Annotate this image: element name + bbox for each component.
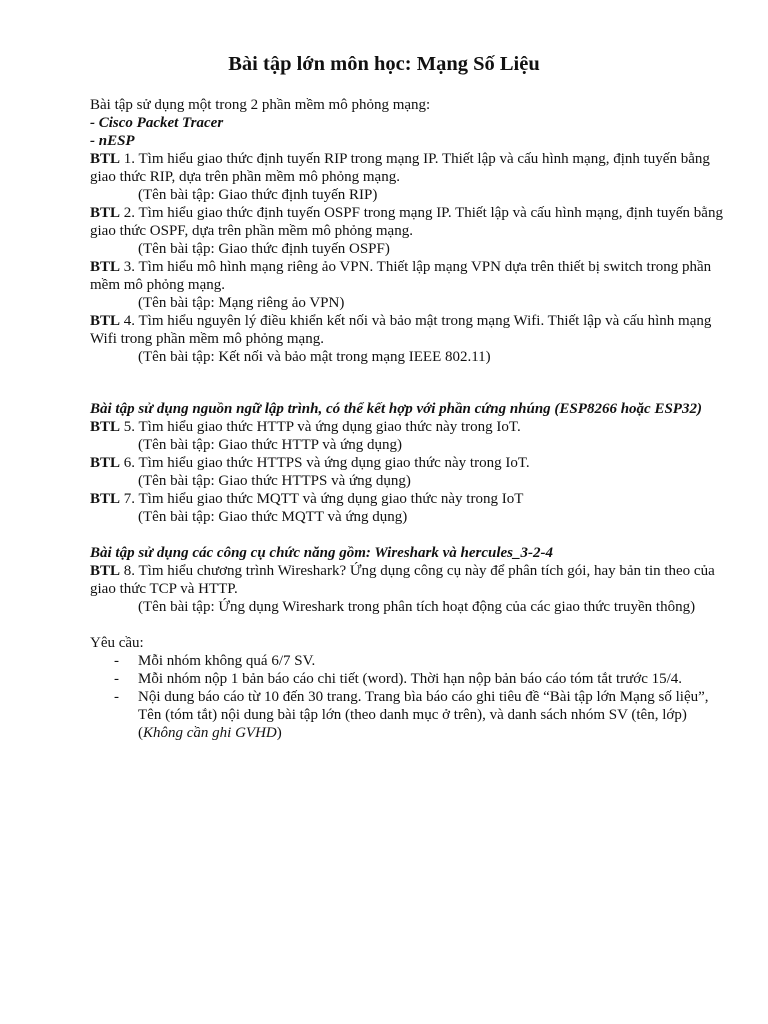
requirement-text: Nội dung báo cáo từ 10 đến 30 trang. Trang bìa báo cáo ghi tiêu đề “Bài tập lớn Mạng số liệu”, Tên (tóm tắt) nội dung bài tập lớn (theo danh mục ở trên), và danh sách nhóm SV (tên, lớp) ( (138, 689, 709, 741)
requirement-text: Mỗi nhóm không quá 6/7 SV. (138, 653, 316, 669)
exercise-label: BTL (90, 313, 121, 329)
intro-text: Bài tập sử dụng một trong 2 phần mềm mô phỏng mạng: (90, 97, 431, 113)
exercise-item (90, 204, 730, 240)
exercise-text: 2. Tìm hiểu giao thức định tuyến OSPF trong mạng IP. Thiết lập và cấu hình mạng, định tuyến bằng giao thức OSPF, dựa trên phần mềm mô phỏng mạng. (90, 205, 723, 239)
tool-item: - nESP (90, 133, 135, 149)
requirement-item (90, 670, 730, 688)
exercise-item (90, 150, 730, 186)
exercise-note: (Tên bài tập: Giao thức định tuyến RIP) (138, 187, 378, 203)
document-body (90, 96, 730, 742)
exercise-note: (Tên bài tập: Giao thức định tuyến OSPF) (138, 241, 390, 257)
exercise-text: 5. Tìm hiểu giao thức HTTP và ứng dụng giao thức này trong IoT. (120, 419, 521, 435)
exercise-label: BTL (90, 563, 121, 579)
exercise-label: BTL (90, 151, 121, 167)
section-heading: Bài tập sử dụng các công cụ chức năng gồm: Wireshark và hercules_3-2-4 (90, 545, 553, 561)
dash-bullet: - (114, 653, 119, 669)
exercise-text: 7. Tìm hiểu giao thức MQTT và ứng dụng giao thức này trong IoT (120, 491, 524, 507)
exercise-note: (Tên bài tập: Kết nối và bảo mật trong mạng IEEE 802.11) (138, 349, 491, 365)
exercise-text: 4. Tìm hiểu nguyên lý điều khiển kết nối và bảo mật trong mạng Wifi. Thiết lập và cấu hình mạng Wifi trong phần mềm mô phỏng mạng. (90, 313, 712, 347)
exercise-note: (Tên bài tập: Giao thức MQTT và ứng dụng) (138, 509, 408, 525)
exercise-item (90, 562, 730, 598)
requirements-list (90, 652, 730, 742)
exercise-item (90, 418, 730, 436)
exercise-note: (Tên bài tập: Giao thức HTTP và ứng dụng) (138, 437, 402, 453)
exercise-item (90, 454, 730, 472)
exercise-label: BTL (90, 455, 121, 471)
exercise-item (90, 312, 730, 348)
exercise-label: BTL (90, 259, 121, 275)
exercise-text: 6. Tìm hiểu giao thức HTTPS và ứng dụng giao thức này trong IoT. (120, 455, 530, 471)
exercise-note: (Tên bài tập: Giao thức HTTPS và ứng dụng) (138, 473, 411, 489)
requirement-text: Mỗi nhóm nộp 1 bản báo cáo chi tiết (word). Thời hạn nộp bản báo cáo tóm tắt trước 15/4. (138, 671, 683, 687)
exercise-text: 3. Tìm hiểu mô hình mạng riêng ảo VPN. Thiết lập mạng VPN dựa trên thiết bị switch trong phần mềm mô phỏng mạng. (90, 259, 712, 293)
spacer (90, 366, 730, 390)
exercise-item (90, 490, 730, 508)
tool-item: - Cisco Packet Tracer (90, 115, 224, 131)
spacer (90, 390, 730, 400)
requirement-item (90, 652, 730, 670)
dash-bullet: - (114, 671, 119, 687)
requirement-italic: Không cần ghi GVHD (143, 725, 277, 741)
spacer (90, 526, 730, 544)
exercise-note: (Tên bài tập: Mạng riêng ảo VPN) (138, 295, 345, 311)
requirement-item (90, 688, 730, 742)
spacer (90, 616, 730, 634)
exercise-label: BTL (90, 491, 121, 507)
exercise-text: 1. Tìm hiểu giao thức định tuyến RIP trong mạng IP. Thiết lập và cấu hình mạng, định tuyến bằng giao thức RIP, dựa trên phần mềm mô phỏng mạng. (90, 151, 710, 185)
exercise-item (90, 258, 730, 294)
exercise-label: BTL (90, 205, 121, 221)
requirements-heading: Yêu cầu: (90, 635, 144, 651)
exercise-note: (Tên bài tập: Ứng dụng Wireshark trong phân tích hoạt động của các giao thức truyền thông) (138, 599, 696, 615)
exercise-label: BTL (90, 419, 121, 435)
section-heading: Bài tập sử dụng nguồn ngữ lập trình, có thể kết hợp với phần cứng nhúng (ESP8266 hoặc ESP32) (90, 401, 702, 417)
exercise-text: 8. Tìm hiểu chương trình Wireshark? Ứng dụng công cụ này để phân tích gói, hay bản tin theo của giao thức TCP và HTTP. (90, 563, 715, 597)
dash-bullet: - (114, 689, 119, 705)
page-title: Bài tập lớn môn học: Mạng Số Liệu (228, 53, 540, 75)
requirement-tail: ) (276, 725, 282, 741)
